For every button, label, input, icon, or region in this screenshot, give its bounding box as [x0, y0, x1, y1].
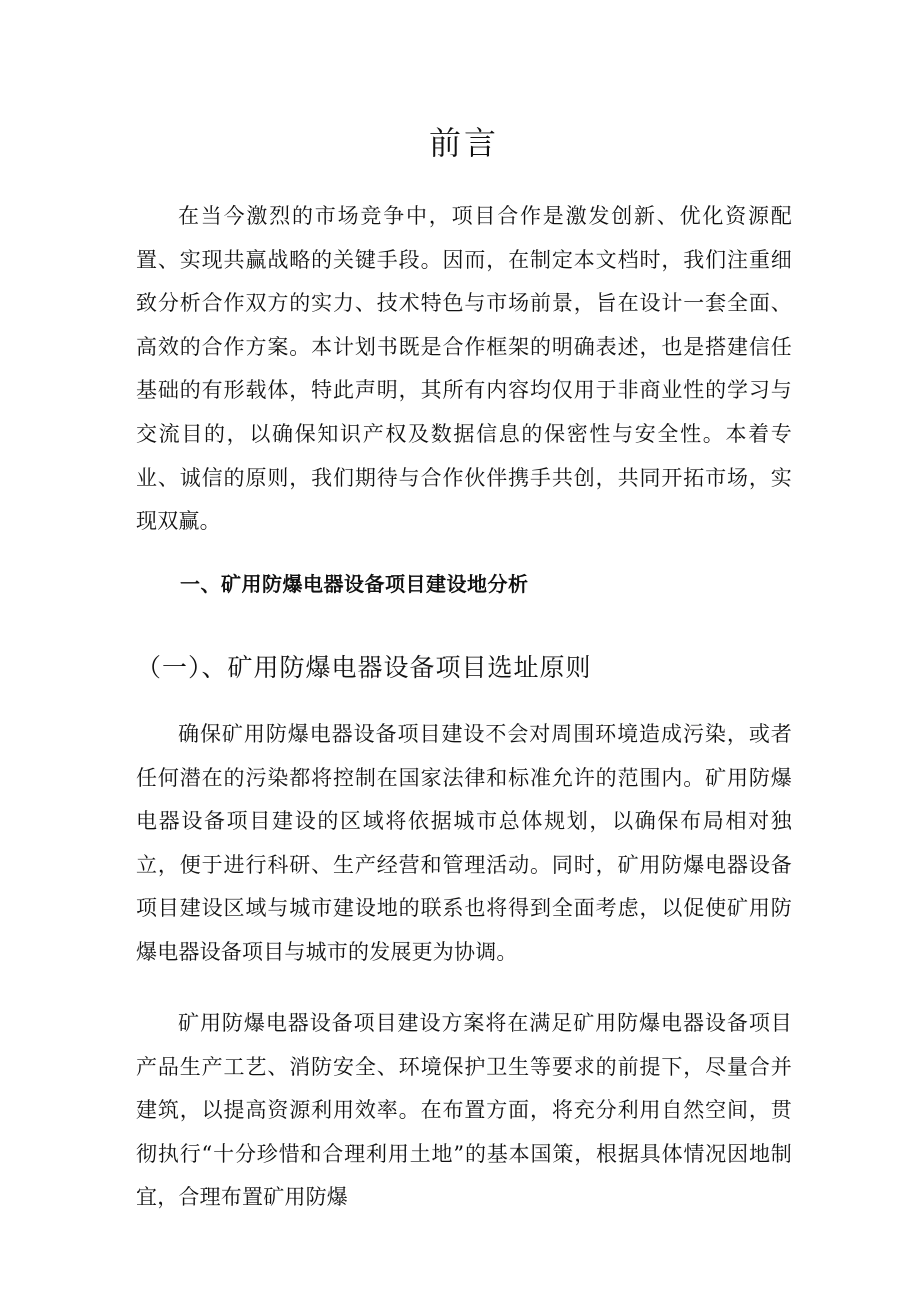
preface-paragraph: 在当今激烈的市场竞争中，项目合作是激发创新、优化资源配置、实现共赢战略的关键手段。因而，在制定本文档时，我们注重细致分析合作双方的实力、技术特色与市场前景，旨在设计一套全面、高效的合作方案。本计划书既是合作框架的明确表述，也是搭建信任基础的有形载体，特此声明，其所有内容均仅用于非商业性的学习与交流目的，以确保知识产权及数据信息的保密性与安全性。本着专业、诚信的原则，我们期待与合作伙伴携手共创，共同开拓市场，实现双赢。 — [136, 204, 792, 534]
section-heading-1: 一、矿用防爆电器设备项目建设地分析 — [180, 572, 529, 596]
page-title: 前言 — [428, 124, 499, 162]
body-paragraph-siting: 确保矿用防爆电器设备项目建设不会对周围环境造成污染，或者任何潜在的污染都将控制在国家法律和标准允许的范围内。矿用防爆电器设备项目建设的区域将依据城市总体规划，以确保布局相对独立，便于进行科研、生产经营和管理活动。同时，矿用防爆电器设备项目建设区域与城市建设地的联系也将得到全面考虑，以促使矿用防爆电器设备项目与城市的发展更为协调。 — [136, 722, 792, 964]
body-paragraph-construction: 矿用防爆电器设备项目建设方案将在满足矿用防爆电器设备项目产品生产工艺、消防安全、环境保护卫生等要求的前提下，尽量合并建筑，以提高资源利用效率。在布置方面，将充分利用自然空间，贯彻执行“十分珍惜和合理利用土地”的基本国策，根据具体情况因地制宜，合理布置矿用防爆 — [136, 1011, 792, 1210]
subsection-heading-1: （一）、矿用防爆电器设备项目选址原则 — [136, 653, 592, 682]
